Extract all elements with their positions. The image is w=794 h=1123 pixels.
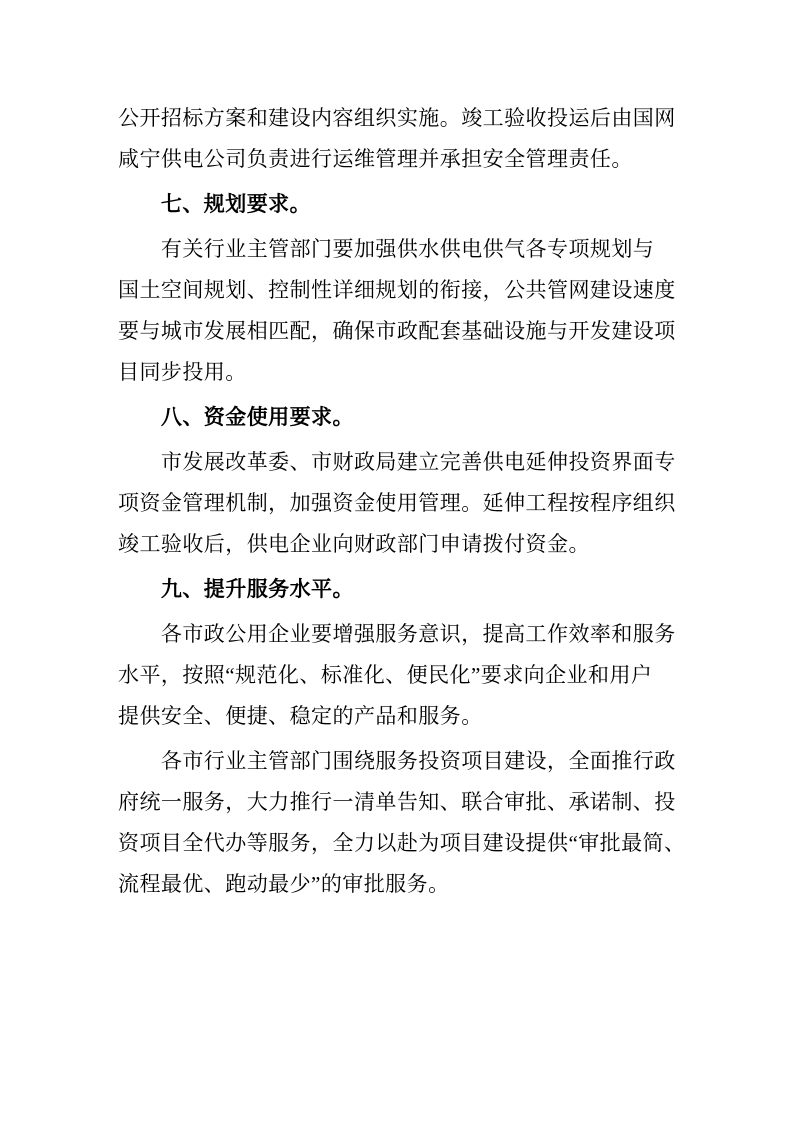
body-line: 各市政公用企业要增强服务意识，提高工作效率和服务: [160, 622, 676, 646]
body-line: 要与城市发展相匹配，确保市政配套基础设施与开发建设项: [118, 319, 676, 343]
body-line: 提供安全、便捷、稳定的产品和服务。: [118, 704, 483, 728]
body-line: 咸宁供电公司负责进行运维管理并承担安全管理责任。: [118, 147, 633, 171]
paragraph-planning: [118, 229, 678, 393]
paragraph-continued: [118, 98, 678, 180]
body-line: 流程最优、跑动最少”的审批服务。: [118, 872, 450, 896]
section-heading-7: 七、规划要求。: [160, 193, 312, 216]
body-line: 资项目全代办等服务，全力以赴为项目建设提供“审批最简、: [118, 831, 686, 855]
section-heading-9: 九、提升服务水平。: [160, 578, 354, 601]
paragraph-service-level: [118, 614, 678, 737]
body-line: 项资金管理机制，加强资金使用管理。延伸工程按程序组织: [118, 491, 676, 515]
body-line: 国土空间规划、控制性详细规划的衔接，公共管网建设速度: [118, 278, 676, 302]
body-line: 竣工验收后，供电企业向财政部门申请拨付资金。: [118, 532, 590, 556]
body-line: 公开招标方案和建设内容组织实施。竣工验收投运后由国网: [118, 106, 676, 130]
paragraph-funds: [118, 442, 678, 565]
body-line: 水平，按照“规范化、标准化、便民化”要求向企业和用户: [118, 663, 653, 687]
document-body: [118, 98, 686, 905]
body-line: 目同步投用。: [118, 360, 247, 384]
body-line: 府统一服务，大力推行一清单告知、联合审批、承诺制、投: [118, 790, 676, 814]
body-line: 有关行业主管部门要加强供水供电供气各专项规划与: [160, 237, 655, 261]
paragraph-approval-service: [118, 741, 686, 905]
body-line: 市发展改革委、市财政局建立完善供电延伸投资界面专: [160, 450, 676, 474]
body-line: 各市行业主管部门围绕服务投资项目建设，全面推行政: [160, 749, 676, 773]
section-heading-8: 八、资金使用要求。: [160, 406, 354, 429]
